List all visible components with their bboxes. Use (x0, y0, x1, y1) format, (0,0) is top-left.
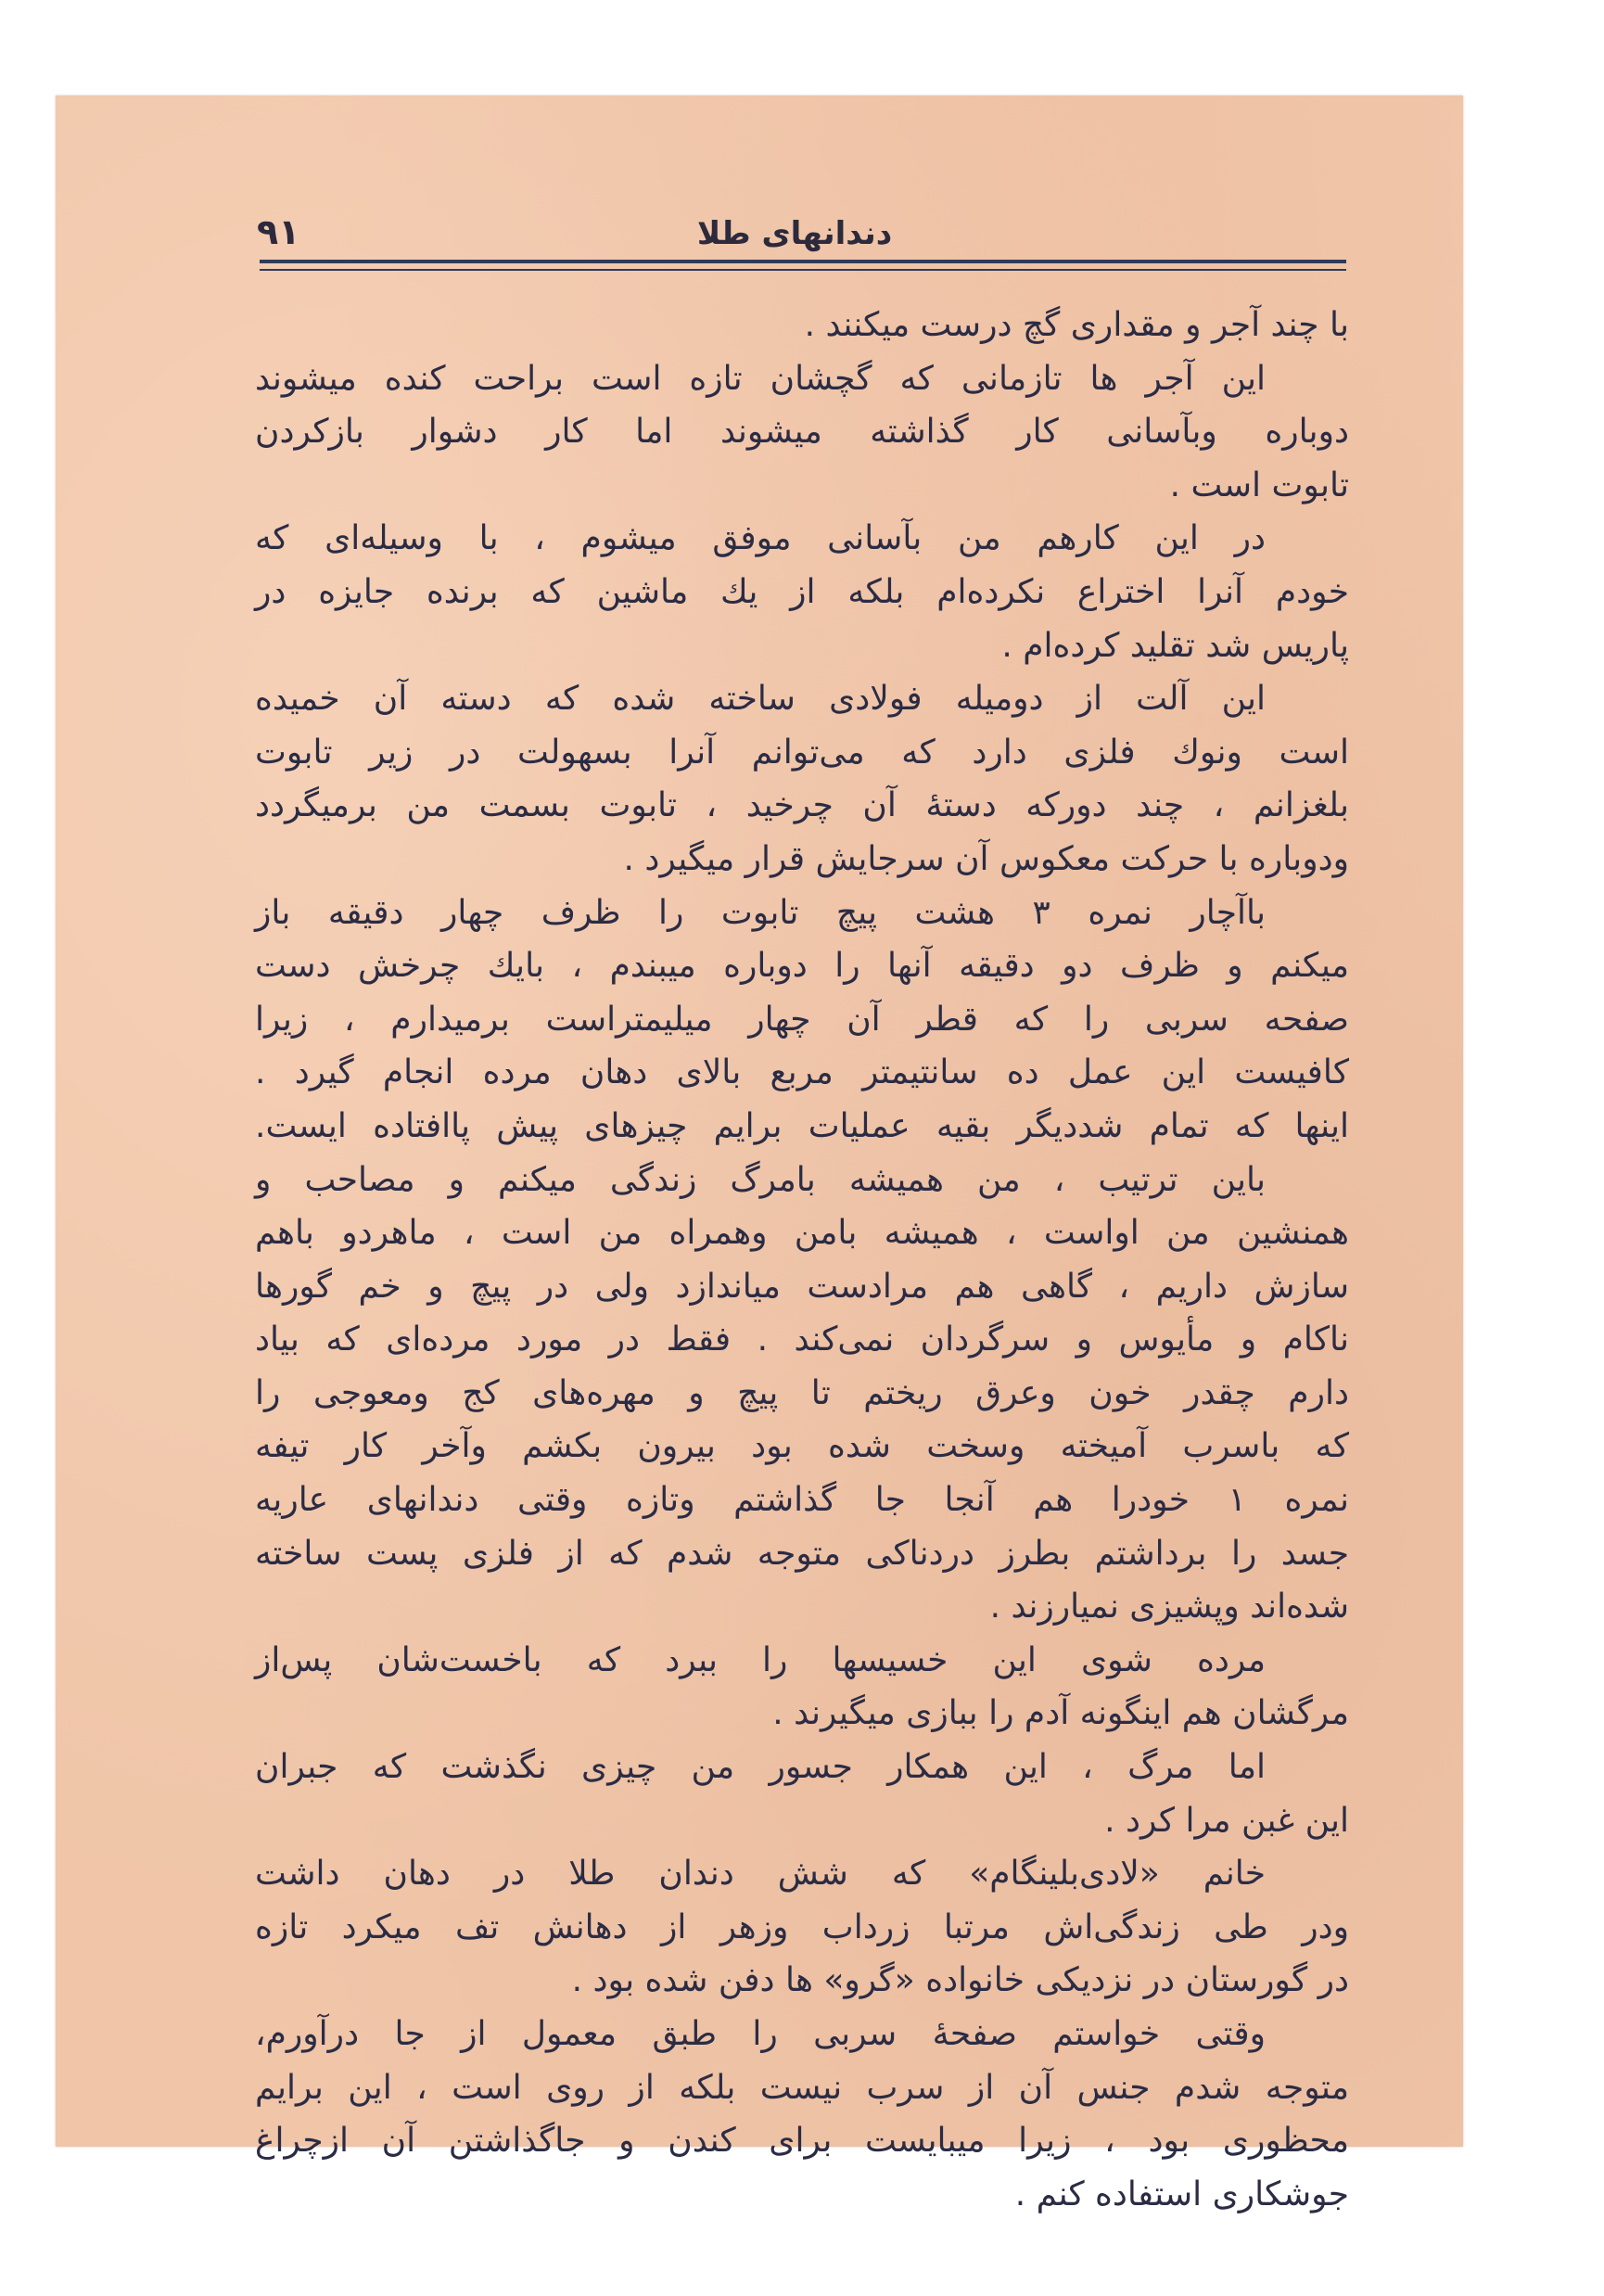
page-header (201, 210, 1351, 261)
text-line: نمره ۱ خودرا هم آنجا جا گذاشتم وتازه وقتی دندانهای عاریه (255, 1481, 1350, 1520)
text-line: اما مرگ ، این همکار جسور من چیزی نگذشت که جبران (255, 1748, 1266, 1787)
text-line: ناکام و مأیوس و سرگردان نمی‌کند . فقط در مورد مرده‌ای که بیاد (255, 1320, 1349, 1359)
text-line: میکنم و ظرف دو دقیقه آنها را دوباره میبندم ، بایك چرخش دست (255, 947, 1349, 986)
text-line: بلغزانم ، چند دورکه دستهٔ آن چرخید ، تابوت بسمت من برمیگردد (255, 786, 1349, 825)
text-line: این آجر ها تازمانی که گچشان تازه است براحت کنده میشوند (255, 359, 1266, 398)
text-line: دارم چقدر خون وعرق ریختم تا پیچ و مهره‌های کج ومعوجی را (255, 1373, 1349, 1412)
running-title: دندانهای طلا (696, 215, 893, 252)
text-line: این غبن مرا کرد . (1104, 1801, 1349, 1840)
header-rule (260, 260, 1346, 263)
text-line: اینها که تمام شددیگر بقیه عملیات برایم چیزهای پیش پاافتاده ایست. (255, 1106, 1349, 1145)
text-line: همنشین من اواست ، همیشه بامن وهمراه من است ، ماهردو باهم (255, 1214, 1349, 1253)
text-line: است ونوك فلزی دارد که می‌توانم آنرا بسهولت در زیر تابوت (255, 733, 1349, 772)
text-line: مرگشان هم اینگونه آدم را ببازی میگیرند . (772, 1694, 1349, 1733)
text-line: مرده شوی این خسیسها را ببرد که باخست‌شان پس‌از (255, 1640, 1266, 1679)
text-line: خودم آنرا اختراع نکرده‌ام بلکه از یك ماشین که برنده جایزه در (255, 572, 1349, 611)
text-line: در گورستان در نزدیکی خانواده «گرو» ها دفن شده بود . (571, 1961, 1349, 2000)
text-line: جسد را برداشتم بطرز دردناکی متوجه شدم که از فلزی پست ساخته (255, 1534, 1349, 1573)
text-line: این آلت از دومیله فولادی ساخته شده که دسته آن خمیده (255, 680, 1266, 719)
text-line: خانم «لادی‌بلینگام» که شش دندان طلا در دهان داشت (255, 1855, 1266, 1894)
text-line: که باسرب آمیخته وسخت شده بود بیرون بکشم وآخر کار تیفه (255, 1427, 1349, 1466)
text-line: در این کارهم من بآسانی موفق میشوم ، با وسیله‌ای که (255, 519, 1266, 558)
text-line: شده‌اند وپشیزی نمیارزند . (989, 1588, 1349, 1626)
body-text (255, 299, 1349, 2221)
text-line: متوجه شدم جنس آن از سرب نیست بلکه از روی است ، این برایم (255, 2068, 1349, 2107)
text-line: تابوت است . (1169, 466, 1349, 504)
text-line: محظوری بود ، زیرا میبایست برای کندن و جاگذاشتن آن ازچراغ (255, 2122, 1349, 2161)
header-rule-thin (260, 269, 1346, 271)
text-line: صفحه سربی را که قطر آن چهار میلیمتراست برمیدارم ، زیرا (255, 1000, 1349, 1039)
text-line: باین ترتیب ، من همیشه بامرگ زندگی میکنم و مصاحب و (255, 1160, 1266, 1199)
text-line: سازش داریم ، گاهی هم مرادست میاندازد ولی در پیچ و خم گورها (255, 1267, 1349, 1306)
text-line: ودوباره با حرکت معکوس آن سرجایش قرار میگیرد . (623, 839, 1349, 878)
text-line: پاریس شد تقلید کرده‌ام . (1001, 626, 1349, 665)
text-line: کافیست این عمل ده سانتیمتر مربع بالای دهان مرده انجام گیرد . (255, 1053, 1349, 1092)
text-line: جوشکاری استفاده کنم . (1014, 2175, 1349, 2213)
page-number: ۹۱ (257, 211, 300, 252)
text-line: ودر طی زندگی‌اش مرتبا زرداب وزهر از دهانش تف میکرد تازه (255, 1907, 1349, 1946)
text-line: دوباره وبآسانی کار گذاشته میشوند اما کار دشوار بازکردن (255, 413, 1349, 452)
text-line: وقتی خواستم صفحهٔ سربی را طبق معمول از جا درآورم، (255, 2015, 1266, 2053)
text-line: با چند آجر و مقداری گچ درست میکنند . (804, 306, 1349, 344)
text-line: باآچار نمره ۳ هشت پیچ تابوت را ظرف چهار دقیقه باز (255, 893, 1267, 932)
